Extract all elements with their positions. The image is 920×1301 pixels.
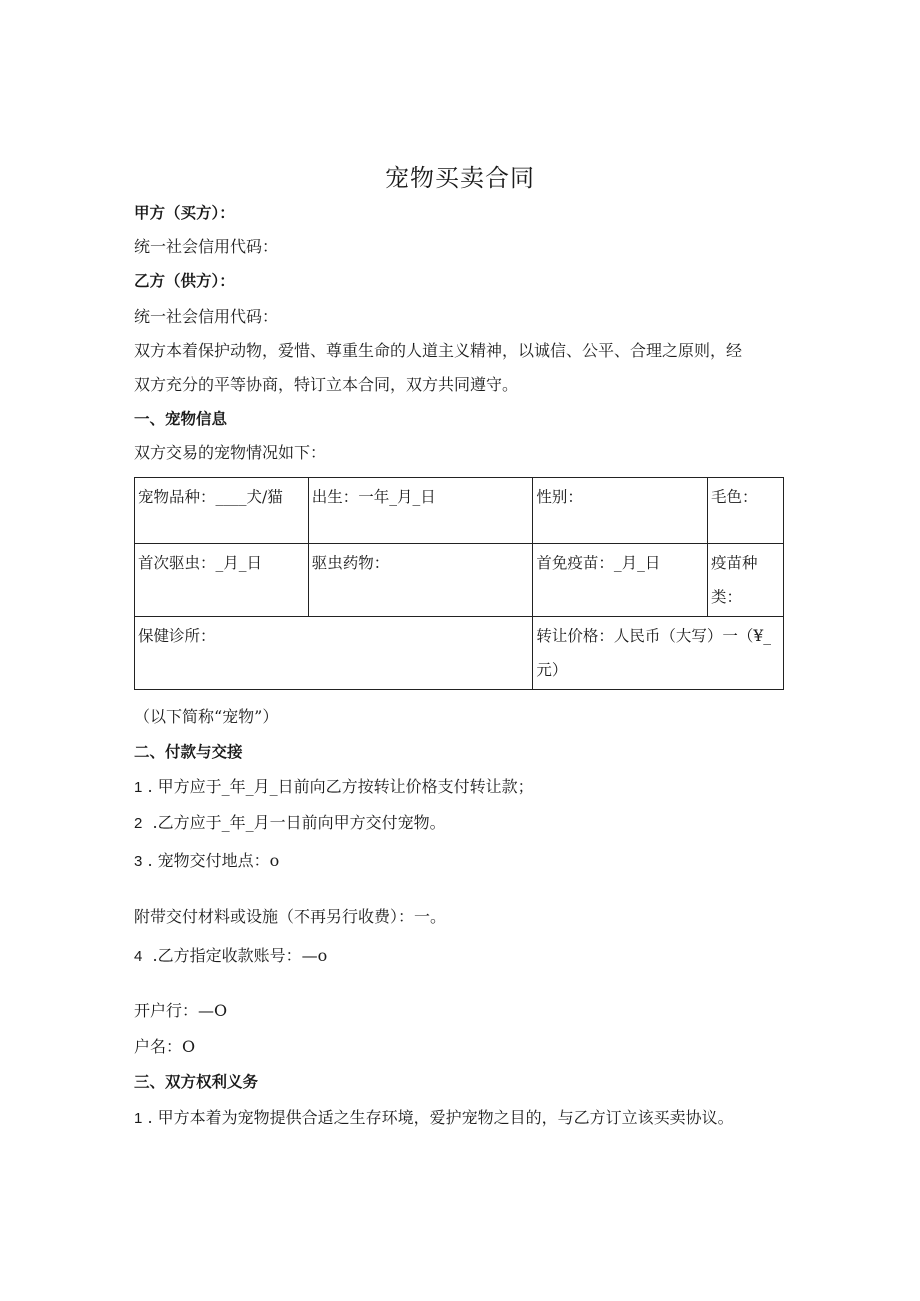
color-cell: 毛色：: [708, 478, 784, 544]
section-2-heading: 二、付款与交接: [134, 743, 243, 761]
intro-line-2: 双方充分的平等协商，特订立本合同，双方共同遵守。: [134, 375, 519, 394]
table-row: [135, 544, 784, 617]
pet-alias-note: （以下简称“宠物”）: [134, 707, 279, 726]
attached-materials: 附带交付材料或设施（不再另行收费）：一。: [134, 907, 447, 926]
first-vaccine-cell: 首免疫苗：_月_日: [533, 544, 708, 617]
item-number: 3: [134, 853, 143, 870]
party-a-credit-code: 统一社会信用代码：: [134, 237, 279, 256]
sex-cell: 性别：: [533, 478, 708, 544]
deworm-drug-cell: 驱虫药物：: [308, 544, 533, 617]
section-1-lead: 双方交易的宠物情况如下：: [134, 443, 327, 462]
section-2-item-2: [134, 812, 446, 835]
birth-cell: 出生：一年_月_日: [308, 478, 533, 544]
item-text: . 甲方本着为宠物提供合适之生存环境，爱护宠物之目的，与乙方订立该买卖协议。: [147, 1108, 734, 1127]
section-1-heading: 一、宠物信息: [134, 410, 228, 428]
party-b-credit-code: 统一社会信用代码：: [134, 307, 279, 326]
breed-cell: 宠物品种：____犬/猫: [135, 478, 309, 544]
item-number: 1: [134, 1110, 143, 1127]
first-deworm-cell: 首次驱虫：_月_日: [135, 544, 309, 617]
document-title: 宠物买卖合同: [385, 164, 535, 192]
price-cell: 转让价格：人民币（大写）一（¥_元）: [533, 617, 784, 690]
item-text: . 甲方应于_年_月_日前向乙方按转让价格支付转让款；: [147, 777, 534, 796]
intro-line-1: 双方本着保护动物，爱惜、尊重生命的人道主义精神，以诚信、公平、合理之原则，经: [134, 341, 743, 360]
party-b-label: 乙方（供方）：: [134, 272, 235, 290]
section-3-heading: 三、双方权利义务: [134, 1073, 259, 1091]
section-2-item-1: [134, 776, 534, 799]
party-a-label: 甲方（买方）：: [134, 204, 235, 222]
section-2-item-4: [134, 945, 327, 968]
bank-name: 开户行：—O: [134, 1001, 228, 1020]
table-row: [135, 478, 784, 544]
vaccine-type-cell: 疫苗种类：: [708, 544, 784, 617]
item-text: .乙方指定收款账号：—o: [152, 946, 328, 965]
section-2-item-3: [134, 850, 279, 873]
item-number: 1: [134, 779, 143, 796]
item-text: .乙方应于_年_月一日前向甲方交付宠物。: [152, 813, 446, 832]
clinic-cell: 保健诊所：: [135, 617, 533, 690]
section-3-item-1: [134, 1107, 734, 1130]
account-name: 户名：O: [134, 1037, 196, 1056]
item-number: 4: [134, 948, 143, 965]
table-row: [135, 617, 784, 690]
item-text: . 宠物交付地点：o: [147, 851, 280, 870]
pet-info-table: [134, 477, 784, 690]
item-number: 2: [134, 815, 143, 832]
